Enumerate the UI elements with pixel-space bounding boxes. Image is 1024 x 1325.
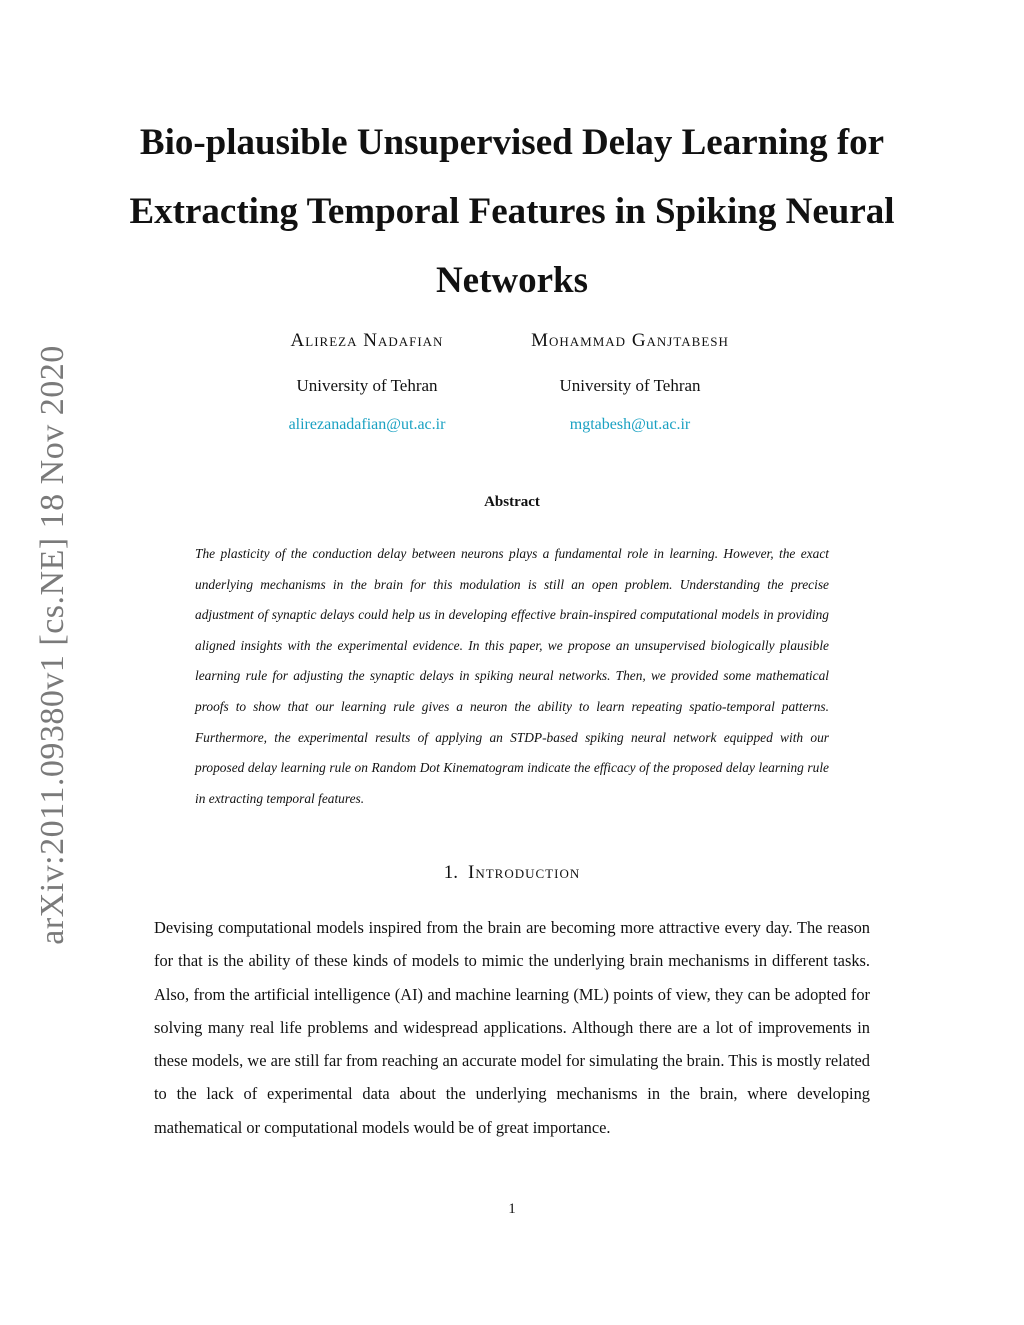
author-email-link[interactable]: mgtabesh@ut.ac.ir [569, 416, 691, 433]
section-title: Introduction [468, 862, 581, 883]
author-name: Alireza Nadafian [290, 330, 444, 351]
abstract-text: The plasticity of the conduction delay between neurons plays a fundamental role in learning. However, the exact underlying mechanisms in the brain for this modulation is still an open problem. Understanding the precise adjustment of synaptic delays could help us in developing effective brain-inspired computational models in providing aligned insights with the experimental evidence. In this paper, we propose an unsupervised biologically plausible learning rule for adjusting the synaptic delays in spiking neural networks. Then, we provided some mathematical proofs to show that our learning rule gives a neuron the ability to learn repeating spatio-temporal patterns. Furthermore, the experimental results of applying an STDP-based spiking neural network equipped with our proposed delay learning rule on Random Dot Kinematogram indicate the efficacy of the proposed delay learning rule in extracting temporal features. [195, 546, 829, 806]
author-block [0, 326, 1024, 446]
section-heading [0, 862, 1024, 884]
page-number: 1 [508, 1201, 516, 1217]
section-number: 1. [443, 862, 459, 883]
author-2 [480, 326, 780, 437]
arxiv-identifier: arXiv:2011.09380v1 [cs.NE] 18 Nov 2020 [34, 345, 71, 945]
author-affiliation: University of Tehran [559, 376, 701, 395]
abstract-heading: Abstract [484, 494, 540, 510]
author-email-link[interactable]: alirezanadafian@ut.ac.ir [288, 416, 446, 433]
paper-title: Bio-plausible Unsupervised Delay Learning for Extracting Temporal Features in Spiking Neural Networks [129, 122, 895, 301]
author-1 [217, 326, 517, 437]
author-affiliation: University of Tehran [296, 376, 438, 395]
introduction-paragraph: Devising computational models inspired from the brain are becoming more attractive every day. The reason for that is the ability of these kinds of models to mimic the underlying brain mechanisms in different tasks. Also, from the artificial intelligence (AI) and machine learning (ML) points of view, they can be adopted for solving many real life problems and widespread applications. Although there are a lot of improvements in these models, we are still far from reaching an accurate model for simulating the brain. This is mostly related to the lack of experimental data about the underlying mechanisms in the brain, where developing mathematical or computational models would be of great importance. [154, 918, 870, 1137]
author-name: Mohammad Ganjtabesh [531, 330, 729, 351]
